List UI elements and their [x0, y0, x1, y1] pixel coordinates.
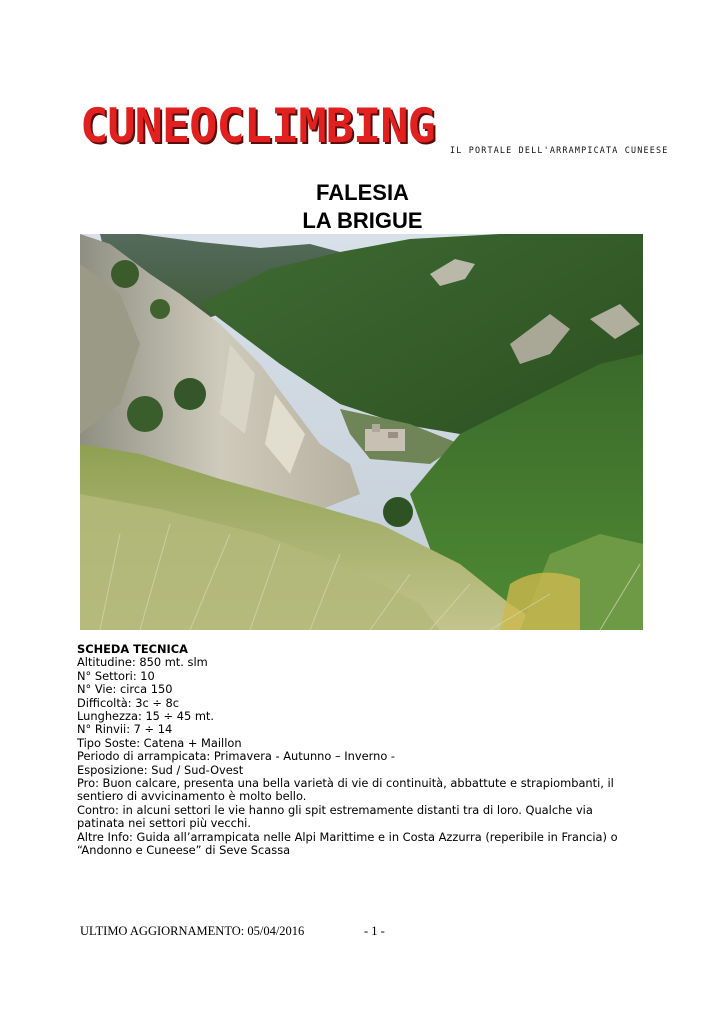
climbing-season: Periodo di arrampicata: Primavera - Autunno – Inverno - [77, 749, 396, 764]
title-line-2: LA BRIGUE [302, 208, 423, 233]
technical-sheet [77, 643, 637, 858]
other-info-text: Altre Info: Guida all’arrampicata nelle Alpi Marittime e in Costa Azzurra (reperibile in Francia) o “Andonno e Cuneese” di Seve Scassa [77, 829, 618, 858]
altitude: Altitudine: 850 mt. slm [77, 655, 208, 670]
difficulty: Difficoltà: 3c ÷ 8c [77, 695, 180, 710]
logo-tagline: IL PORTALE DELL'ARRAMPICATA CUNEESE [450, 145, 669, 155]
sectors-count: N° Settori: 10 [77, 668, 155, 683]
logo-wordmark: CUNEOCLIMBING [80, 99, 435, 154]
last-updated: ULTIMO AGGIORNAMENTO: 05/04/2016 [80, 924, 305, 938]
cons-text: Contro: in alcuni settori le vie hanno gli spit estremamente distanti tra di loro. Qualche via patinata nei settori più vecchi. [77, 802, 593, 831]
valley-landscape-image [80, 234, 643, 630]
title-line-1: FALESIA [316, 180, 409, 205]
length: Lunghezza: 15 ÷ 45 mt. [77, 709, 215, 724]
exposure: Esposizione: Sud / Sud-Ovest [77, 762, 244, 777]
pros-text: Pro: Buon calcare, presenta una bella varietà di vie di continuità, abbattute e strapiombanti, il sentiero di avvicinamento è molto bello. [77, 776, 614, 804]
technical-sheet-heading: SCHEDA TECNICA [77, 642, 188, 656]
belay-type: Tipo Soste: Catena + Maillon [77, 735, 242, 750]
quickdraws: N° Rinvii: 7 ÷ 14 [77, 722, 173, 737]
crag-photo [80, 234, 643, 630]
page-number: - 1 - [364, 924, 385, 938]
cuneoclimbing-logo [80, 93, 446, 161]
routes-count: N° Vie: circa 150 [77, 682, 173, 697]
page-header [80, 93, 669, 161]
